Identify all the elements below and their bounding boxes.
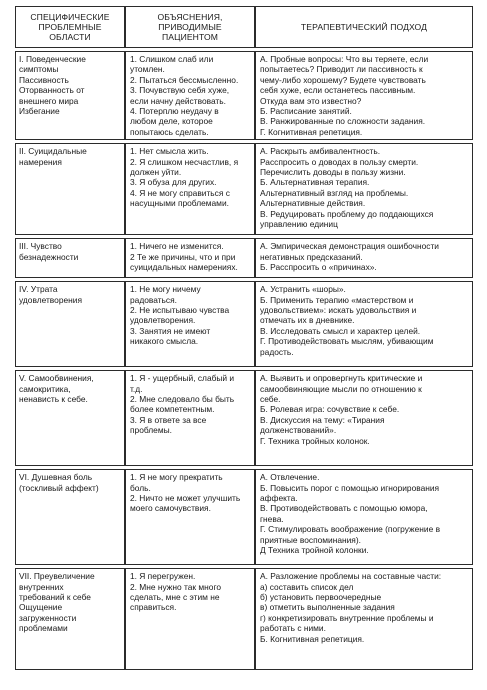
cell-line: если начну действовать. bbox=[130, 95, 226, 106]
cell-line: ненависть к себе. bbox=[19, 394, 88, 405]
problem-area-cell bbox=[15, 370, 125, 466]
cell-line: Избегание bbox=[19, 106, 60, 117]
problem-area-cell bbox=[15, 281, 125, 367]
table-row bbox=[15, 370, 473, 466]
cell-line: долженствований». bbox=[260, 425, 337, 436]
cell-line: А. Эмпирическая демонстрация ошибочности bbox=[260, 241, 439, 252]
cell-line: удовлетворения bbox=[19, 294, 82, 305]
cell-line: должен уйти. bbox=[130, 167, 182, 178]
cell-line: Г. Когнитивная репетиция. bbox=[260, 126, 363, 137]
cell-line: II. Суицидальные bbox=[19, 146, 87, 157]
problem-area-cell bbox=[15, 143, 125, 235]
problem-area-cell bbox=[15, 238, 125, 278]
cell-line: Б. Применить терапию «мастерством и bbox=[260, 294, 414, 305]
cell-line: моего самочувствия. bbox=[130, 503, 211, 514]
cell-line: самообвиняющие мысли по отношению к bbox=[260, 383, 422, 394]
cell-line: В. Ранжированные по сложности задания. bbox=[260, 116, 426, 127]
cell-line: негативных предсказаний. bbox=[260, 251, 363, 262]
header-problem-areas bbox=[15, 6, 125, 48]
cell-line: А. Отвлечение. bbox=[260, 472, 320, 483]
explanations-cell bbox=[125, 370, 255, 466]
approach-cell bbox=[255, 568, 473, 670]
cell-line: гнева. bbox=[260, 513, 284, 524]
cell-line: 3. Почувствую себя хуже, bbox=[130, 85, 230, 96]
cell-line: В. Противодействовать с помощью юмора, bbox=[260, 503, 428, 514]
cell-line: 3. Я в ответе за все bbox=[130, 414, 207, 425]
cell-line: 1. Нет смысла жить. bbox=[130, 146, 209, 157]
cell-line: Г. Техника тройных колонок. bbox=[260, 435, 370, 446]
approach-cell bbox=[255, 238, 473, 278]
table-row bbox=[15, 51, 473, 140]
cell-line: В. Редуцировать проблему до поддающихся bbox=[260, 208, 434, 219]
cell-line: себя хуже, если останетесь пассивным. bbox=[260, 85, 416, 96]
cell-line: проблемы. bbox=[130, 425, 172, 436]
cell-line: загруженности bbox=[19, 612, 77, 623]
cell-line: Д Техника тройной колонки. bbox=[260, 545, 369, 556]
cell-line: самокритика, bbox=[19, 383, 71, 394]
cell-line: VII. Преувеличение bbox=[19, 571, 95, 582]
cell-line: справиться. bbox=[130, 602, 177, 613]
explanations-cell bbox=[125, 143, 255, 235]
cell-line: V. Самообвинения, bbox=[19, 373, 94, 384]
cell-line: внешнего мира bbox=[19, 95, 79, 106]
cell-line: А. Выявить и опровергнуть критические и bbox=[260, 373, 423, 384]
cell-line: 1. Слишком слаб или bbox=[130, 54, 214, 64]
cell-line: Б. Ролевая игра: сочувствие к себе. bbox=[260, 404, 400, 415]
cell-line: Б. Альтернативная терапия. bbox=[260, 177, 370, 188]
cell-line: Перечислить доводы в пользу жизни. bbox=[260, 167, 406, 178]
problem-area-cell bbox=[15, 51, 125, 140]
cell-line: суицидальных намерениях. bbox=[130, 262, 238, 273]
cell-line: радоваться. bbox=[130, 294, 177, 305]
cell-line: насущными проблемами. bbox=[130, 198, 229, 209]
header-line: ПАЦИЕНТОМ bbox=[162, 32, 218, 43]
cell-line: а) составить список дел bbox=[260, 581, 354, 592]
approach-cell bbox=[255, 281, 473, 367]
table-row bbox=[15, 238, 473, 278]
cell-line: 4. Потерплю неудачу в bbox=[130, 106, 219, 117]
cell-line: чему-либо хорошему? Будете чувствовать bbox=[260, 74, 426, 85]
cell-line: Альтернативный взгляд на проблемы. bbox=[260, 187, 409, 198]
cell-line: аффекта. bbox=[260, 493, 298, 504]
cell-line: 2. Я слишком несчастлив, я bbox=[130, 156, 239, 167]
header-line: ПРОБЛЕМНЫЕ bbox=[38, 21, 102, 32]
cell-line: удовлетворения. bbox=[130, 315, 196, 326]
cell-line: более компетентным. bbox=[130, 404, 215, 415]
cell-line: Ощущение bbox=[19, 602, 63, 613]
therapy-table bbox=[15, 6, 473, 670]
cell-line: любом деле, которое bbox=[130, 116, 213, 127]
cell-line: отмечать их в дневнике. bbox=[260, 315, 355, 326]
approach-cell bbox=[255, 469, 473, 565]
header-line: ОБЛАСТИ bbox=[49, 32, 91, 43]
cell-line: приятные воспоминания). bbox=[260, 534, 361, 545]
approach-cell bbox=[255, 143, 473, 235]
cell-line: попытаетесь? Приводит ли пассивность к bbox=[260, 64, 423, 75]
cell-line: 1. Я - ущербный, слабый и bbox=[130, 373, 235, 384]
cell-line: Б. Расспросить о «причинах». bbox=[260, 262, 377, 273]
cell-line: 2. Не испытываю чувства bbox=[130, 305, 230, 316]
cell-line: удовольствием»: искать удовольствия и bbox=[260, 305, 417, 316]
cell-line: т.д. bbox=[130, 383, 143, 394]
cell-line: VI. Душевная боль bbox=[19, 472, 93, 483]
cell-line: 1. Я не могу прекратить bbox=[130, 472, 223, 483]
cell-line: безнадежности bbox=[19, 251, 79, 262]
table-row bbox=[15, 568, 473, 670]
cell-line: боль. bbox=[130, 482, 151, 493]
explanations-cell bbox=[125, 281, 255, 367]
cell-line: 1. Я перегружен. bbox=[130, 571, 196, 582]
cell-line: намерения bbox=[19, 156, 62, 167]
explanations-cell bbox=[125, 568, 255, 670]
table-row bbox=[15, 469, 473, 565]
header-line: СПЕЦИФИЧЕСКИЕ bbox=[30, 11, 110, 22]
cell-line: 2. Пытаться бессмысленно. bbox=[130, 74, 239, 85]
cell-line: В. Дискуссия на тему: «Тирания bbox=[260, 414, 385, 425]
cell-line: Б. Когнитивная репетиция. bbox=[260, 633, 365, 644]
table-row bbox=[15, 281, 473, 367]
cell-line: сделать, мне с этим не bbox=[130, 592, 220, 603]
approach-cell bbox=[255, 370, 473, 466]
cell-line: А. Раскрыть амбивалентность. bbox=[260, 146, 381, 157]
header-patient-explanations bbox=[125, 6, 255, 48]
cell-line: А. Устранить «шоры». bbox=[260, 284, 346, 295]
cell-line: никакого смысла. bbox=[130, 336, 199, 347]
header-line: ОБЪЯСНЕНИЯ, bbox=[157, 11, 223, 22]
cell-line: работать с ними. bbox=[260, 623, 326, 634]
header-therapeutic-approach bbox=[255, 6, 473, 48]
header-line: ТЕРАПЕВТИЧЕСКИЙ ПОДХОД bbox=[300, 21, 428, 32]
cell-line: Пассивность bbox=[19, 74, 69, 85]
cell-line: В. Исследовать смысл и характер целей. bbox=[260, 325, 421, 336]
cell-line: симптомы bbox=[19, 64, 59, 75]
cell-line: IV. Утрата bbox=[19, 284, 58, 295]
cell-line: г) конкретизировать внутренние проблемы и bbox=[260, 612, 434, 623]
table-row bbox=[15, 143, 473, 235]
approach-cell bbox=[255, 51, 473, 140]
cell-line: А. Пробные вопросы: Что вы теряете, если bbox=[260, 54, 429, 64]
cell-line: Б. Повысить порог с помощью игнорирования bbox=[260, 482, 440, 493]
cell-line: управлению единиц bbox=[260, 219, 338, 230]
cell-line: внутренних bbox=[19, 581, 64, 592]
cell-line: 1. Ничего не изменится. bbox=[130, 241, 224, 252]
cell-line: Г. Противодействовать мыслям, убивающим bbox=[260, 336, 434, 347]
cell-line: А. Разложение проблемы на составные части: bbox=[260, 571, 442, 582]
cell-line: б) установить первоочередные bbox=[260, 592, 382, 603]
cell-line: попытаюсь сделать. bbox=[130, 126, 209, 137]
cell-line: 2 Те же причины, что и при bbox=[130, 251, 236, 262]
cell-line: требований к себе bbox=[19, 592, 91, 603]
cell-line: 2. Мне следовало бы быть bbox=[130, 394, 235, 405]
cell-line: 2. Мне нужно так много bbox=[130, 581, 221, 592]
problem-area-cell bbox=[15, 568, 125, 670]
cell-line: 1. Не могу ничему bbox=[130, 284, 201, 295]
cell-line: 3. Я обуза для других. bbox=[130, 177, 217, 188]
explanations-cell bbox=[125, 51, 255, 140]
cell-line: в) отметить выполненные задания bbox=[260, 602, 395, 613]
cell-line: Г. Стимулировать воображение (погружение в bbox=[260, 524, 441, 535]
cell-line: утомлен. bbox=[130, 64, 165, 75]
explanations-cell bbox=[125, 238, 255, 278]
cell-line: Альтернативные действия. bbox=[260, 198, 366, 209]
cell-line: I. Поведенческие bbox=[19, 54, 86, 64]
cell-line: III. Чувство bbox=[19, 241, 62, 252]
problem-area-cell bbox=[15, 469, 125, 565]
cell-line: Б. Расписание занятий. bbox=[260, 106, 352, 117]
cell-line: Оторванность от bbox=[19, 85, 85, 96]
cell-line: (тоскливый аффект) bbox=[19, 482, 99, 493]
cell-line: радость. bbox=[260, 346, 294, 357]
cell-line: 4. Я не могу справиться с bbox=[130, 187, 230, 198]
cell-line: Расспросить о доводах в пользу смерти. bbox=[260, 156, 419, 167]
header-row bbox=[15, 6, 473, 48]
cell-line: 3. Занятия не имеют bbox=[130, 325, 211, 336]
cell-line: проблемами bbox=[19, 623, 68, 634]
cell-line: 2. Ничто не может улучшить bbox=[130, 493, 241, 504]
header-line: ПРИВОДИМЫЕ bbox=[158, 21, 222, 32]
cell-line: Откуда вам это известно? bbox=[260, 95, 362, 106]
cell-line: себе. bbox=[260, 394, 281, 405]
explanations-cell bbox=[125, 469, 255, 565]
